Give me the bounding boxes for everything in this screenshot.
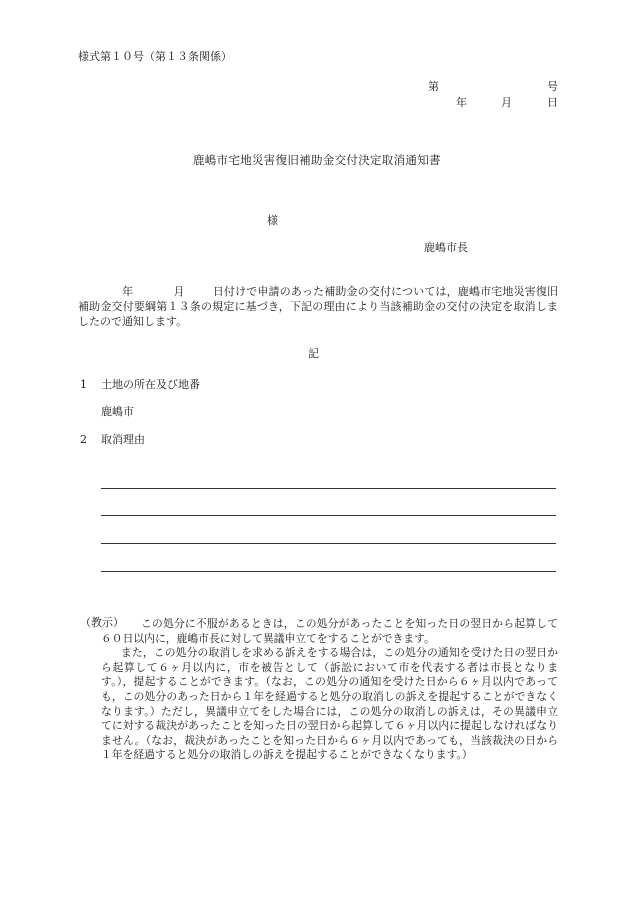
item-number-1: 1: [80, 378, 87, 391]
reason-line-2[interactable]: [101, 515, 556, 516]
instruction-text: [101, 617, 558, 763]
instruction-paragraph-2: また，この処分の取消しを求める訴えをする場合は，この処分の通知を受けた日の翌日から起算して６ヶ月以内に，市を被告として（訴訟において市を代表する者は市長となります。），提起することができます。（なお，この処分の通知を受けた日から６ヶ月以内であっても，この処分のあった日から１年を経過すると処分の取消しの訴えを提起することができなくなります。）ただし，異議申立てをした場合には，この処分の取消しの訴えは，その異議申立てに対する裁決があったことを知った日の翌日から起算して６ヶ月以内に提起しなければなりません。（なお，裁決があったことを知った日から６ヶ月以内であっても，当該裁決の日から１年を経過すると処分の取消しの訴えを提起することができなくなります。）: [101, 646, 558, 762]
date-day: 日: [547, 96, 558, 109]
body-text: 日付けで申請のあった補助金の交付については，鹿嶋市宅地災害復旧補助金交付要綱第１３条の規定に基づき，下記の理由により当該補助金の交付の決定を取消しましたので通知します。: [78, 285, 559, 328]
item-value-land-location: 鹿嶋市: [101, 405, 134, 418]
body-month: 月: [173, 285, 185, 298]
doc-number-suffix: 号: [547, 80, 558, 93]
form-number: 様式第１０号（第１３条関係）: [78, 50, 232, 63]
document-title: 鹿嶋市宅地災害復旧補助金交付決定取消通知書: [193, 153, 441, 167]
date-year: 年: [456, 96, 467, 109]
body-year: 年: [122, 285, 134, 298]
item-label-cancel-reason: 取消理由: [101, 433, 145, 446]
instruction-label: （教示）: [80, 616, 124, 629]
doc-number-prefix: 第: [428, 80, 439, 93]
item-label-land-location: 土地の所在及び地番: [101, 378, 200, 391]
ki-heading: 記: [308, 347, 319, 360]
instruction-paragraph-1: この処分に不服があるときは，この処分があったことを知った日の翌日から起算して６０日以内に，鹿嶋市長に対して異議申立てをすることができます。: [101, 617, 558, 645]
item-number-2: 2: [80, 433, 87, 446]
notice-body: [78, 284, 558, 329]
addressee-suffix: 様: [267, 214, 278, 227]
reason-line-4[interactable]: [101, 571, 556, 572]
reason-line-3[interactable]: [101, 543, 556, 544]
date-month: 月: [501, 96, 512, 109]
reason-line-1[interactable]: [101, 488, 556, 489]
issuer-name: 鹿嶋市長: [424, 241, 468, 254]
